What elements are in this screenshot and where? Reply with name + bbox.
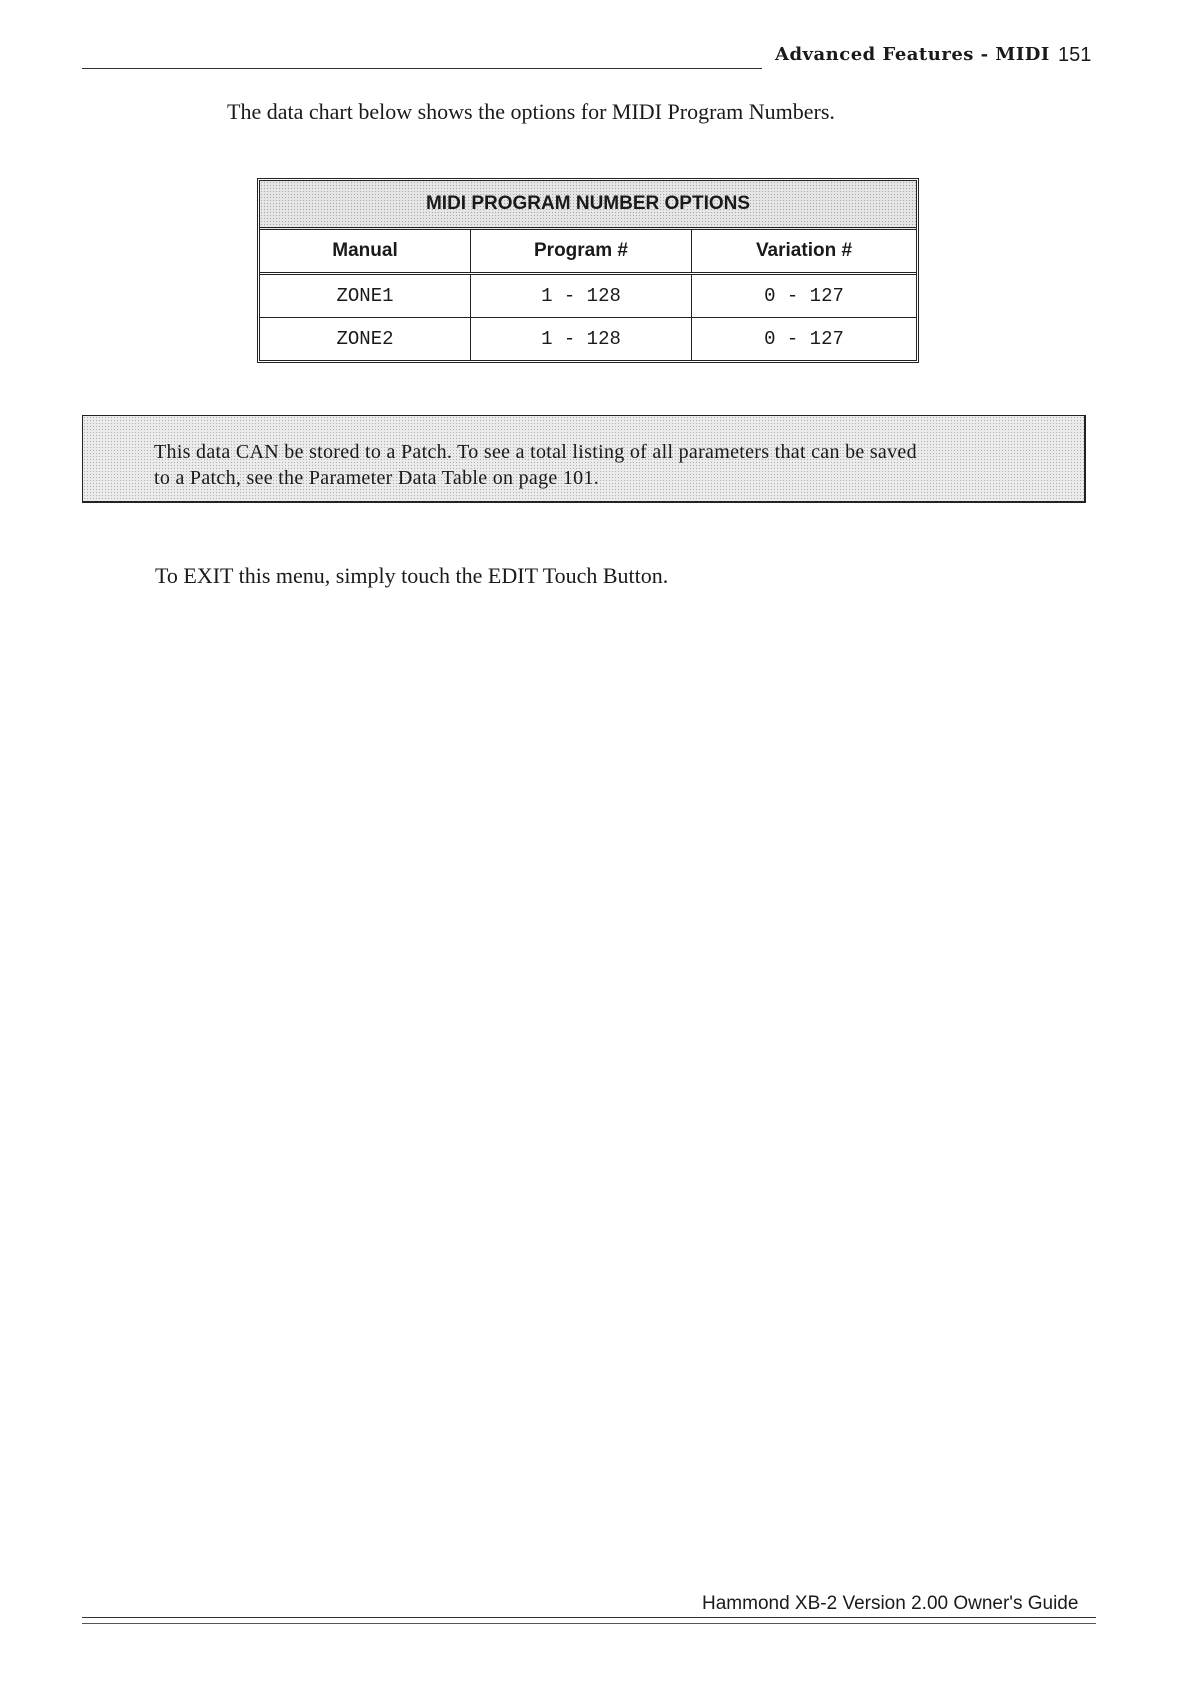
table-header-row (260, 230, 916, 275)
footer-guide-title: Hammond XB-2 Version 2.00 Owner's Guide (702, 1593, 1079, 1614)
page-number: 151 (1058, 44, 1092, 66)
table-row (260, 317, 916, 360)
column-header-manual: Manual (260, 230, 471, 272)
table-cell-manual: ZONE1 (260, 275, 471, 317)
note-line-1: This data CAN be stored to a Patch. To see a total listing of all parameters that can be saved (154, 441, 917, 463)
midi-program-number-table (257, 178, 919, 363)
table-cell-program: 1 - 128 (471, 318, 692, 360)
table-cell-variation: 0 - 127 (764, 285, 844, 307)
table-cell-program: 1 - 128 (471, 275, 692, 317)
table-title: MIDI PROGRAM NUMBER OPTIONS (260, 181, 916, 230)
footer-rule-secondary (82, 1623, 1096, 1624)
header-rule (82, 68, 762, 69)
patch-storage-note (82, 415, 1086, 503)
table-cell-manual: ZONE2 (260, 318, 471, 360)
header-section-title: Advanced Features - MIDI (775, 44, 1050, 65)
note-line-2: to a Patch, see the Parameter Data Table on page 101. (154, 467, 600, 489)
intro-paragraph: The data chart below shows the options for MIDI Program Numbers. (227, 99, 835, 124)
footer-rule (82, 1617, 1096, 1618)
table-row (260, 275, 916, 317)
column-header-variation: Variation # (755, 240, 853, 261)
exit-instruction: To EXIT this menu, simply touch the EDIT Touch Button. (155, 563, 669, 588)
table-cell-variation: 0 - 127 (764, 328, 844, 350)
column-header-program: Program # (471, 230, 692, 272)
